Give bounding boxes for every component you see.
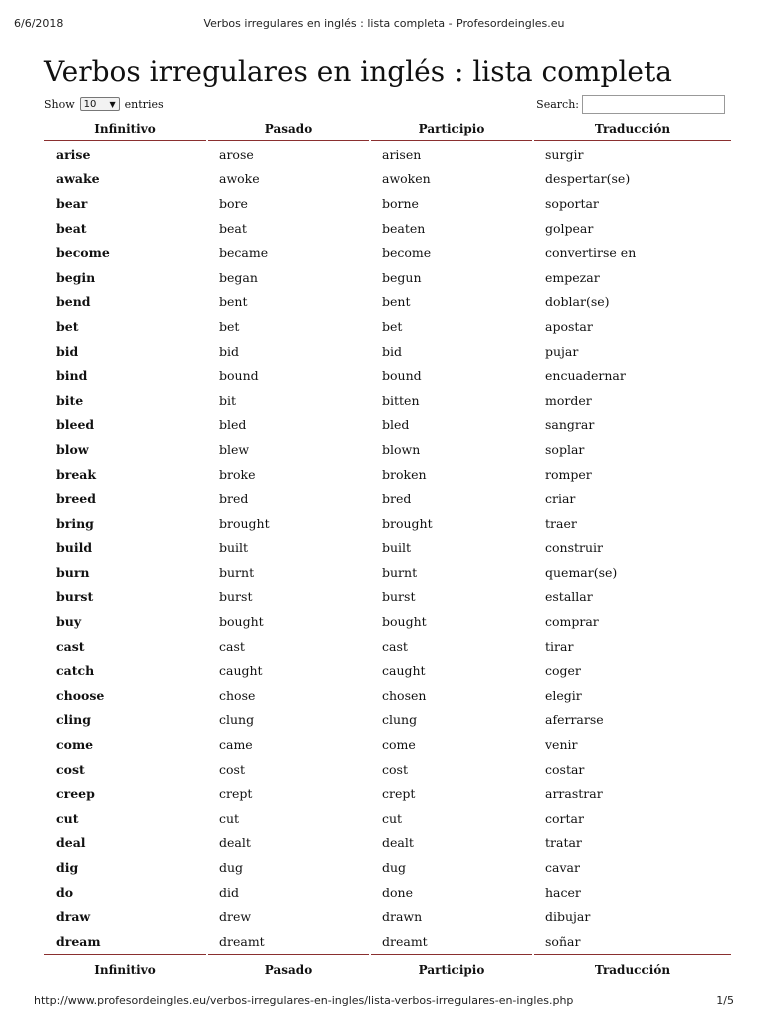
table-row <box>44 216 731 241</box>
cell-pasado: awoke <box>219 171 260 187</box>
cell-infinitivo: burn <box>56 564 90 580</box>
table-row <box>44 880 731 905</box>
cell-pasado: bit <box>219 392 237 408</box>
print-header <box>0 0 768 40</box>
cell-participio: drawn <box>382 909 423 925</box>
footer-header-participio[interactable]: Participio <box>370 954 533 985</box>
table-row <box>44 806 731 831</box>
cell-infinitivo: bear <box>56 195 88 211</box>
cell-participio: bought <box>382 614 427 630</box>
cell-participio: come <box>382 737 416 753</box>
column-header-pasado[interactable]: Pasado <box>207 118 370 141</box>
cell-traduccion: apostar <box>545 318 593 334</box>
cell-traduccion: tirar <box>545 638 574 654</box>
cell-infinitivo: dig <box>56 860 79 876</box>
table-row <box>44 167 731 192</box>
column-header-traduccion[interactable]: Traducción <box>533 118 731 141</box>
table-row <box>44 634 731 659</box>
cell-participio: arisen <box>382 146 422 162</box>
cell-infinitivo: cling <box>56 712 91 728</box>
entries-select-value: 10 <box>83 98 97 110</box>
cell-participio: bitten <box>382 392 420 408</box>
cell-participio: crept <box>382 786 416 802</box>
cell-traduccion: quemar(se) <box>545 564 618 580</box>
cell-traduccion: tratar <box>545 835 582 851</box>
search-label: Search: <box>536 98 579 111</box>
footer-header-infinitivo[interactable]: Infinitivo <box>44 954 207 985</box>
print-date: 6/6/2018 <box>14 17 64 30</box>
cell-infinitivo: cut <box>56 810 79 826</box>
cell-infinitivo: blow <box>56 441 89 457</box>
cell-infinitivo: become <box>56 245 110 261</box>
footer-header-traduccion[interactable]: Traducción <box>533 954 731 985</box>
cell-traduccion: golpear <box>545 220 594 236</box>
cell-traduccion: traer <box>545 515 577 531</box>
table-row <box>44 462 731 487</box>
cell-traduccion: despertar(se) <box>545 171 631 187</box>
table-row <box>44 314 731 339</box>
table-row <box>44 658 731 683</box>
cell-participio: built <box>382 540 412 556</box>
cell-participio: done <box>382 884 413 900</box>
cell-infinitivo: choose <box>56 687 105 703</box>
cell-infinitivo: beat <box>56 220 87 236</box>
cell-traduccion: coger <box>545 663 581 679</box>
cell-participio: bred <box>382 491 412 507</box>
cell-pasado: blew <box>219 441 250 457</box>
column-header-infinitivo[interactable]: Infinitivo <box>44 118 207 141</box>
cell-infinitivo: do <box>56 884 74 900</box>
table-row <box>44 831 731 856</box>
cell-traduccion: aferrarse <box>545 712 604 728</box>
table-row <box>44 781 731 806</box>
cell-pasado: caught <box>219 663 263 679</box>
cell-pasado: arose <box>219 146 254 162</box>
cell-infinitivo: creep <box>56 786 95 802</box>
table-header-row <box>44 118 731 141</box>
cell-pasado: bid <box>219 343 240 359</box>
search-input[interactable] <box>582 95 725 114</box>
cell-traduccion: criar <box>545 491 576 507</box>
show-label: Show <box>44 97 75 111</box>
table-row <box>44 486 731 511</box>
cell-pasado: bent <box>219 294 248 310</box>
show-entries <box>44 97 164 111</box>
cell-infinitivo: bet <box>56 318 79 334</box>
cell-traduccion: comprar <box>545 614 599 630</box>
cell-participio: blown <box>382 441 421 457</box>
cell-traduccion: costar <box>545 761 585 777</box>
cell-participio: bet <box>382 318 403 334</box>
cell-traduccion: hacer <box>545 884 581 900</box>
cell-participio: cut <box>382 810 403 826</box>
cell-pasado: bought <box>219 614 264 630</box>
table-row <box>44 585 731 610</box>
print-document-title: Verbos irregulares en inglés : lista completa - Profesordeingles.eu <box>203 17 565 30</box>
cell-traduccion: sangrar <box>545 417 595 433</box>
entries-select[interactable] <box>80 97 120 111</box>
cell-pasado: became <box>219 245 269 261</box>
cell-infinitivo: begin <box>56 269 96 285</box>
cell-traduccion: surgir <box>545 146 584 162</box>
cell-pasado: built <box>219 540 249 556</box>
cell-pasado: drew <box>219 909 252 925</box>
cell-traduccion: cortar <box>545 810 584 826</box>
cell-infinitivo: bind <box>56 368 88 384</box>
table-row <box>44 191 731 216</box>
table-row <box>44 732 731 757</box>
table-row <box>44 683 731 708</box>
table-row <box>44 413 731 438</box>
cell-participio: beaten <box>382 220 426 236</box>
table-row <box>44 141 731 167</box>
cell-participio: dealt <box>382 835 414 851</box>
cell-infinitivo: buy <box>56 614 82 630</box>
cell-pasado: clung <box>219 712 255 728</box>
cell-traduccion: empezar <box>545 269 600 285</box>
cell-traduccion: elegir <box>545 687 582 703</box>
table-row <box>44 904 731 929</box>
cell-pasado: bled <box>219 417 247 433</box>
cell-traduccion: construir <box>545 540 604 556</box>
table-row <box>44 290 731 315</box>
cell-pasado: chose <box>219 687 256 703</box>
cell-participio: dug <box>382 860 407 876</box>
cell-participio: awoken <box>382 171 431 187</box>
print-url: http://www.profesordeingles.eu/verbos-irregulares-en-ingles/lista-verbos-irregulares-en-ingles.php <box>34 994 574 1007</box>
cell-participio: burnt <box>382 564 418 580</box>
cell-participio: chosen <box>382 687 427 703</box>
cell-pasado: beat <box>219 220 247 236</box>
footer-header-pasado[interactable]: Pasado <box>207 954 370 985</box>
table-row <box>44 339 731 364</box>
table-body <box>44 141 731 955</box>
cell-infinitivo: burst <box>56 589 94 605</box>
cell-participio: bound <box>382 368 422 384</box>
cell-pasado: did <box>219 884 240 900</box>
cell-infinitivo: bleed <box>56 417 95 433</box>
cell-participio: bent <box>382 294 411 310</box>
table-row <box>44 929 731 954</box>
table-controls <box>44 95 725 117</box>
table-row <box>44 240 731 265</box>
cell-infinitivo: arise <box>56 146 91 162</box>
print-footer <box>0 990 768 1020</box>
cell-participio: clung <box>382 712 418 728</box>
cell-pasado: burst <box>219 589 253 605</box>
table-row <box>44 388 731 413</box>
cell-infinitivo: bend <box>56 294 91 310</box>
cell-traduccion: estallar <box>545 589 593 605</box>
table-footer-row <box>44 954 731 985</box>
cell-participio: begun <box>382 269 422 285</box>
table-row <box>44 511 731 536</box>
cell-traduccion: soplar <box>545 441 585 457</box>
cell-pasado: bore <box>219 195 248 211</box>
cell-infinitivo: awake <box>56 171 100 187</box>
cell-participio: burst <box>382 589 416 605</box>
column-header-participio[interactable]: Participio <box>370 118 533 141</box>
cell-pasado: dealt <box>219 835 251 851</box>
cell-pasado: burnt <box>219 564 255 580</box>
cell-traduccion: convertirse en <box>545 245 637 261</box>
cell-traduccion: arrastrar <box>545 786 603 802</box>
cell-traduccion: pujar <box>545 343 579 359</box>
table-row <box>44 437 731 462</box>
cell-infinitivo: come <box>56 737 94 753</box>
cell-traduccion: romper <box>545 466 592 482</box>
cell-pasado: bet <box>219 318 240 334</box>
cell-pasado: dreamt <box>219 933 265 949</box>
cell-pasado: cast <box>219 638 245 654</box>
cell-traduccion: encuadernar <box>545 368 626 384</box>
cell-pasado: came <box>219 737 253 753</box>
table-row <box>44 536 731 561</box>
cell-pasado: began <box>219 269 258 285</box>
table-row <box>44 855 731 880</box>
cell-pasado: dug <box>219 860 244 876</box>
cell-infinitivo: cost <box>56 761 85 777</box>
cell-infinitivo: breed <box>56 491 96 507</box>
cell-infinitivo: break <box>56 466 97 482</box>
page-number: 1/5 <box>716 994 734 1007</box>
table-row <box>44 708 731 733</box>
cell-infinitivo: bite <box>56 392 84 408</box>
cell-pasado: bound <box>219 368 259 384</box>
cell-infinitivo: dream <box>56 933 101 949</box>
cell-pasado: broke <box>219 466 256 482</box>
cell-participio: bled <box>382 417 410 433</box>
cell-traduccion: dibujar <box>545 909 591 925</box>
cell-participio: borne <box>382 195 419 211</box>
cell-traduccion: cavar <box>545 860 580 876</box>
chevron-down-icon: ▼ <box>109 99 116 109</box>
table-row <box>44 265 731 290</box>
table-row <box>44 363 731 388</box>
cell-pasado: crept <box>219 786 253 802</box>
cell-pasado: cut <box>219 810 240 826</box>
cell-traduccion: soñar <box>545 933 581 949</box>
entries-label: entries <box>124 97 164 111</box>
cell-traduccion: morder <box>545 392 592 408</box>
cell-infinitivo: deal <box>56 835 86 851</box>
cell-infinitivo: cast <box>56 638 85 654</box>
search <box>536 95 725 114</box>
verbs-table <box>44 118 731 985</box>
cell-participio: bid <box>382 343 403 359</box>
cell-pasado: bred <box>219 491 249 507</box>
cell-traduccion: soportar <box>545 195 599 211</box>
cell-infinitivo: build <box>56 540 93 556</box>
cell-participio: cost <box>382 761 408 777</box>
cell-infinitivo: draw <box>56 909 91 925</box>
table-row <box>44 757 731 782</box>
cell-participio: brought <box>382 515 433 531</box>
cell-traduccion: doblar(se) <box>545 294 610 310</box>
page-title: Verbos irregulares en inglés : lista completa <box>44 55 672 88</box>
table-row <box>44 560 731 585</box>
table-row <box>44 609 731 634</box>
cell-participio: broken <box>382 466 427 482</box>
cell-pasado: cost <box>219 761 245 777</box>
cell-infinitivo: bring <box>56 515 94 531</box>
cell-participio: become <box>382 245 432 261</box>
cell-participio: dreamt <box>382 933 428 949</box>
cell-participio: cast <box>382 638 408 654</box>
cell-traduccion: venir <box>545 737 578 753</box>
cell-infinitivo: bid <box>56 343 79 359</box>
cell-pasado: brought <box>219 515 270 531</box>
cell-infinitivo: catch <box>56 663 95 679</box>
cell-participio: caught <box>382 663 426 679</box>
